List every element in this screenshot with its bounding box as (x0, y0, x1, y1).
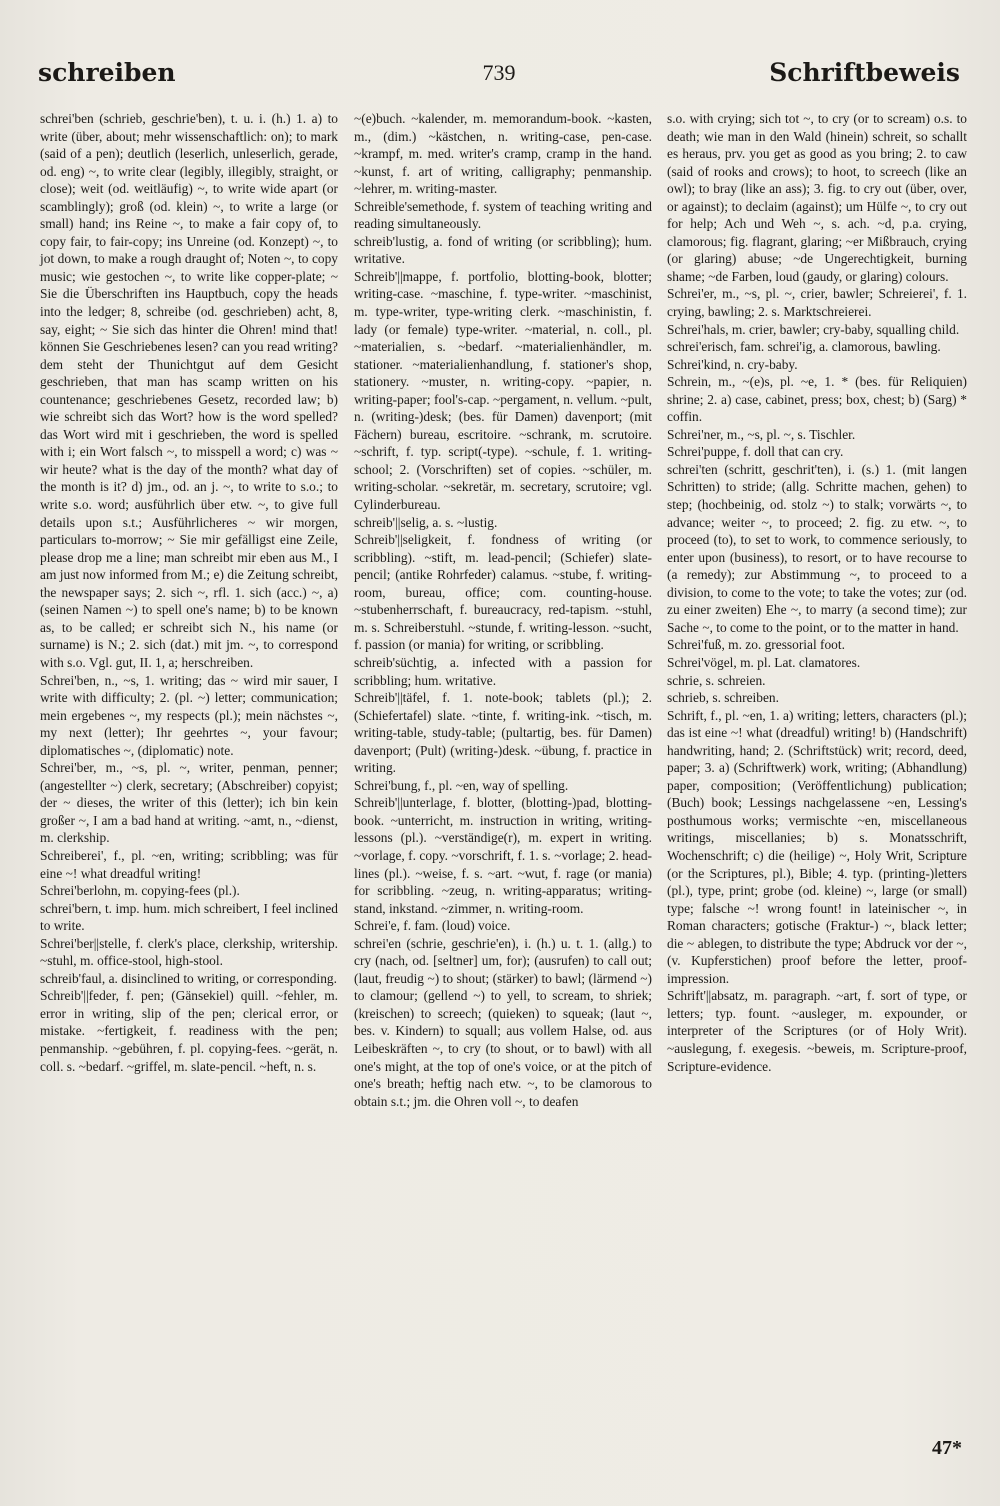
entry-schreibselig: schreib'||selig, a. s. ~lustig. (354, 514, 498, 530)
entry-schrieb: schrieb, s. schreiben. (667, 690, 779, 706)
entry-schreiberlohn: Schrei'berlohn, m. copying-fees (pl.). (40, 883, 240, 899)
entry-schreiben-verb: schrei'ben (schrieb, geschrie'ben), t. u. i. (h.) 1. a) to write (über, about; mehr wissenschaftlich: on); to mark (said of a pen); deutlich (leserlich, unleserlich, gerade, od. eng) ~, to write clear (legibly, illegibly, straight, or close); weit (od. weitläufig) ~, to write wide apart (or scamblingly); groß (od. klein) ~, to write a large (or small) hand; ins Reine ~, to make a fair copy of, to copy fair, to fair-copy; ins Unreine (od. Konzept) ~, to jot down, to make a rough draught of; Noten ~, to copy music; wie gestochen ~, to write like copper-plate; ~ Sie die Überschriften ins Hauptbuch, copy the heads into the ledger; 8, schreibe (od. geschrieben) acht, 8, say, eight; ~ Sie sich das hinter die Ohren! mind that! können Sie Geschriebenes lesen? can you read writing? dem steht der Thunichtgut auf dem Gesicht geschrieben, that man has scamp written on his countenance; geschriebenes Gesetz, recorded law; b) wie schreibt sich das Wort? how is the word spelled? das Wort wird mit i geschrieben, the word is spelled with i; ein Wort falsch ~, to misspell a word; c) was ~ wir heute? what is the day of the month? what day of the month is it? d) jm., od. an j. ~, to write to s.o.; to write s.o. word; ausführlich über etw. ~, to give full details upon s.t.; Ausführlicheres ~ wir morgen, particulars to-morrow; ~ Sie mir gefälligst eine Zeile, please drop me a line; man schreibt mir eben aus M., I am just now informed from M.; e) die Zeitung schreibt, the newspaper says; 2. sich ~, rfl. 1. sich (acc.) ~, a) (seinen Namen ~) to spell one's name; b) to be known as, to be called; er schreibt sich N., his name (or surname) is N.; 2. sich (dat.) mit jm. ~, to correspond with s.o. Vgl. gut, II. 1, a; herschreiben. (40, 111, 338, 670)
right-catchword: Schriftbeweis (769, 58, 960, 87)
entry-schreiber: Schrei'ber, m., ~s, pl. ~, writer, penman, penner; (angestellter ~) clerk, secretary; (Abschreiber) copyist; der ~ dieses, the writer of this (letter); ich bin kein großer ~, I am a bad hand at writing. ~amt, n., ~dienst, m. clerkship. (40, 760, 338, 846)
entry-schreier: Schrei'er, m., ~s, pl. ~, crier, bawler; Schreierei', f. 1. crying, bawling; 2. s. Marktschreierei. (667, 286, 967, 320)
entry-schreihals: Schrei'hals, m. crier, bawler; cry-baby, squalling child. (667, 321, 960, 337)
entry-schrift: Schrift, f., pl. ~en, 1. a) writing; letters, characters (pl.); das ist eine ~! what (dreadful) writing! b) (Handschrift) handwriting, hand; 2. (Schriftstück) writ; record, deed, paper; 3. a) (Schriftwerk) work, writing; (Abhandlung) paper, composition; (Veröffentlichung) publication; (Buch) book; Lessings nachgelassene ~en, Lessing's posthumous works; vermischte ~en, miscellaneous writings, miscellanies; b) s. Monatsschrift, Wochenschrift; c) die (heilige) ~, Holy Writ, Scripture (or the Scriptures, pl.), Bible; 4. typ. (printing-)letters (pl.), type, print; grobe (od. kleine) ~, large (or small) type; falsche ~! wrong fount! in lateinischer ~, in Roman characters; gotische (Fraktur-) ~, black letter; die ~ ablegen, to distribute the type; Abdruck vor der ~, (v. Kupferstichen) proof before the letter, proof-impression. (667, 707, 967, 986)
entry-schreie: Schrei'e, f. fam. (loud) voice. (354, 918, 511, 934)
entry-schreien: schrei'en (schrie, geschrie'en), i. (h.) u. t. 1. (allg.) to cry (nach, od. [seltner] um, for); (ausrufen) to call out; (laut, freudig ~) to shout; (stärker) to bawl; (lärmend ~) to clamour; (gellend ~) to yell, to scream, to shriek; (kreischen) to screech; (quieken) to squeak; (laut ~, bes. v. Kindern) to squall; aus vollem Halse, od. aus Leibeskräften ~, to cry (to shout, or to bawl) with all one's might, at the top of one's voice, or at the pitch of one's breath; heftig nach etw. ~, to be clamorous to obtain s.t.; jm. die Ohren voll ~, to deafen (354, 935, 652, 1109)
entry-schreifuss: Schrei'fuß, m. zo. gressorial foot. (667, 637, 845, 653)
entry-schreibern: schrei'bern, t. imp. hum. mich schreibert, I feel inclined to write. (40, 900, 338, 934)
column-1 (40, 110, 338, 1075)
entry-schreibmappe: Schreib'||mappe, f. portfolio, blotting-book, blotter; writing-case. ~maschine, f. type-writer. ~maschinist, m. type-writer, type-writing clerk. ~maschinistin, f. lady (or female) type-writer. ~material, n. coll., pl. ~materialien, s. ~bedarf. ~materialienhändler, m. stationer. ~materialienhandlung, f. stationer's shop, stationery. ~muster, n. writing-copy. ~papier, n. writing-paper; fool's-cap. ~pergament, n. vellum. ~pult, n. (writing-)desk; (bes. für Damen) davenport; (mit Fächern) bureau, escritoire. ~schrank, m. scrutoire. ~schrift, f. typ. script(-type). ~schule, f. 1. writing-school; 2. (Vorschriften) set of copies. ~schüler, m. writing-scholar. ~sekretär, m. secretary, scrutoire; vgl. Cylinderbureau. (354, 268, 652, 513)
entry-schreiberei: Schreiberei', f., pl. ~en, writing; scribbling; was für eine ~! what dreadful writing! (40, 847, 338, 881)
entry-schreiten: schrei'ten (schritt, geschrit'ten), i. (s.) 1. (mit langen Schritten) to stride; (allg. Schritte machen, gehen) to step; (hochbeinig, od. stolz ~) to stalk; vorwärts ~, to advance; weiter ~, to proceed; 2. fig. zu etw. ~, to proceed (to), to set to work, to commence seriously, to enter upon (business), to resort, or to have recourse to (a remedy); zur Abstimmung ~, to proceed to a division, to come to the vote; to take the votes; zur (od. zu einer zweiten) Ehe ~, to marry (a second time); zur Sache ~, to come to the point, or to the matter in hand. (667, 461, 967, 635)
entry-schriftabsatz: Schrift'||absatz, m. paragraph. ~art, f. sort of type, or letters; typ. fount. ~ausleger, m. expounder, or interpreter of the Scriptures (or of Holy Writ). ~auslegung, f. exegesis. ~beweis, m. Scripture-proof, Scripture-evidence. (667, 988, 967, 1074)
entry-schreiblesemethode: Schreible'semethode, f. system of teaching writing and reading simultaneously. (354, 198, 652, 232)
entry-schreibfeder: Schreib'||feder, f. pen; (Gänsekiel) quill. ~fehler, m. error in writing, slip of the pen; clerical error, or mistake. ~fertigkeit, f. readiness with the pen; penmanship. ~gebühren, f. pl. copying-fees. ~gerät, n. coll. s. ~bedarf. ~griffel, m. slate-pencil. ~heft, n. s. (40, 988, 338, 1074)
entry-schrie: schrie, s. schreien. (667, 672, 766, 688)
entry-schreiben-noun: Schrei'ben, n., ~s, 1. writing; das ~ wird mir sauer, I write with difficulty; 2. (pl. ~) letter; communication; mein ergebenes ~, my respects (pl.); mein nächstes ~, my next (letter); Ihr geehrtes ~, your favour; diplomatisches ~, (diplomatic) note. (40, 672, 338, 758)
entry-schreiblustig: schreib'lustig, a. fond of writing (or scribbling); hum. writative. (354, 233, 652, 267)
column-2 (354, 110, 652, 1110)
entry-schreiberstelle: Schrei'ber||stelle, f. clerk's place, clerkship, writership. ~stuhl, m. office-stool, high-stool. (40, 935, 338, 969)
entry-schreibbuch-cont: ~(e)buch. ~kalender, m. memorandum-book. ~kasten, m., (dim.) ~kästchen, n. writing-case, pen-case. ~krampf, m. med. writer's cramp, cramp in the hand. ~kunst, f. art of writing, calligraphy; penmanship. ~lehrer, m. writing-master. (354, 111, 652, 197)
entry-schreikind: Schrei'kind, n. cry-baby. (667, 356, 798, 372)
entry-schreierisch: schrei'erisch, fam. schrei'ig, a. clamorous, bawling. (667, 339, 941, 355)
entry-schrein: Schrein, m., ~(e)s, pl. ~e, 1. * (bes. für Reliquien) shrine; 2. a) case, cabinet, press; box, chest; b) (Sarg) * coffin. (667, 374, 967, 425)
running-head (38, 58, 960, 92)
entry-schreipuppe: Schrei'puppe, f. doll that can cry. (667, 444, 844, 460)
entry-schreibunterlage: Schreib'||unterlage, f. blotter, (blotting-)pad, blotting-book. ~unterricht, m. instruction in writing, writing-lessons (pl.). ~verständige(r), m. expert in writing. ~vorlage, f. copy. ~vorschrift, f. 1. s. ~vorlage; 2. head-lines (pl.). ~weise, f. s. ~art. ~wut, f. rage (or mania) for scribbling. ~zeug, n. writing-apparatus; writing-stand, inkstand. ~zimmer, n. writing-room. (354, 795, 652, 916)
signature-mark: 47* (932, 1437, 962, 1459)
page-number: 739 (482, 60, 516, 85)
entry-schreien-cont: s.o. with crying; sich tot ~, to cry (or to scream) o.s. to death; wie man in den Wald (hinein) schreit, so schallt es heraus, prv. you get as good as you bring; 2. to caw (said of rooks and crows); to hoot, to screech (like an owl); to bray (like an ass); 3. fig. to cry out (über, over, or against); to declaim (against); um Hülfe ~, to cry out for help; Ach und Weh ~, s. ach. ~d, p.a. crying, clamorous; fig. flagrant, glaring; ~er Mißbrauch, crying (or glaring) abuse; ~de Ungerechtigkeit, burning shame; ~de Farben, loud (gaudy, or glaring) colours. (667, 111, 967, 284)
entry-schreivoegel: Schrei'vögel, m. pl. Lat. clamatores. (667, 654, 861, 670)
left-catchword: schreiben (38, 58, 176, 87)
entry-schreibsuechtig: schreib'süchtig, a. infected with a passion for scribbling; hum. writative. (354, 654, 652, 688)
column-3 (667, 110, 967, 1075)
entry-schreibseligkeit: Schreib'||seligkeit, f. fondness of writing (or scribbling). ~stift, m. lead-pencil; (Schiefer) slate-pencil; (antike Rohrfeder) calamus. ~stube, f. writing-room, bureau, office; com. counting-house. ~stubenherrschaft, f. bureaucracy, red-tapism. ~stuhl, m. s. Schreiberstuhl. ~stunde, f. writing-lesson. ~sucht, f. passion (or mania) for writing, or scribbling. (354, 532, 652, 653)
entry-schreibtafel: Schreib'||täfel, f. 1. note-book; tablets (pl.); 2. (Schiefertafel) slate. ~tinte, f. writing-ink. ~tisch, m. writing-table, study-table; (pultartig, bes. für Damen) davenport; (Pult) (writing-)desk. ~übung, f. practice in writing. (354, 690, 652, 776)
entry-schreibung: Schrei'bung, f., pl. ~en, way of spelling. (354, 777, 569, 793)
entry-schreiner: Schrei'ner, m., ~s, pl. ~, s. Tischler. (667, 426, 856, 442)
entry-schreibfaul: schreib'faul, a. disinclined to writing, or corresponding. (40, 970, 337, 986)
